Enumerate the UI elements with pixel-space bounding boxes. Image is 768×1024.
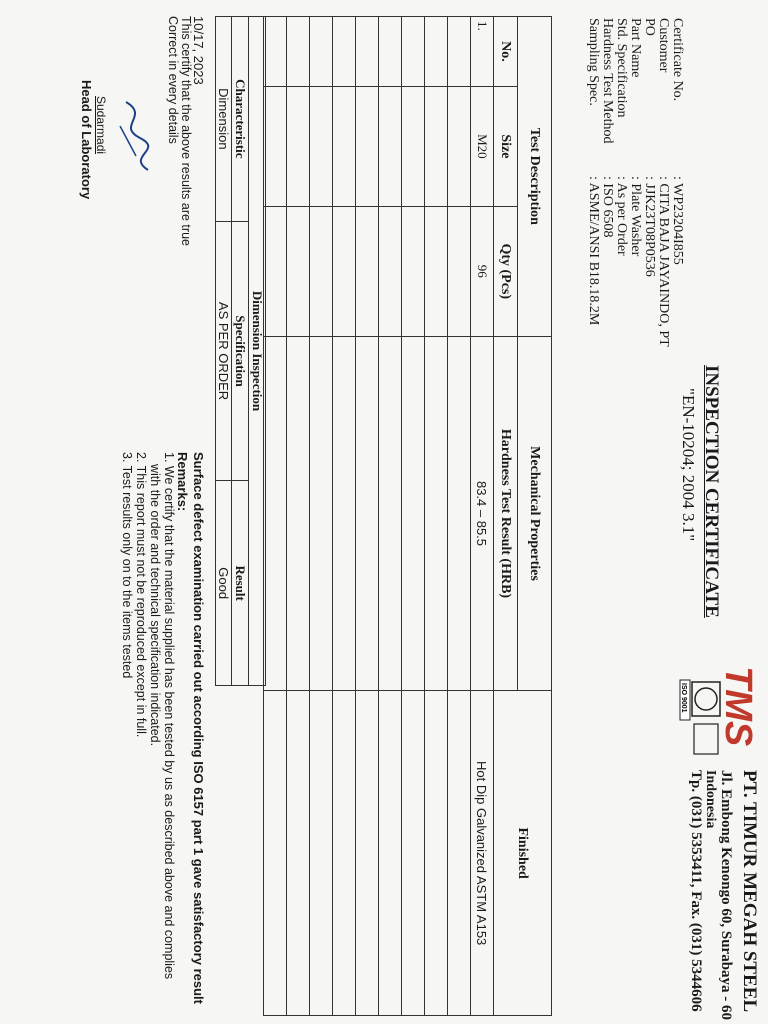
certification-statement: This certify that the above results are true Correct in every details [166, 16, 193, 246]
certificate-title: INSPECTION CERTIFICATE [701, 365, 722, 618]
col-characteristic: Characteristic [232, 17, 249, 222]
signer-name: Sudarmadi [94, 96, 108, 155]
info-row: PO : JJK23T08P0536 [642, 18, 657, 277]
company-logo [678, 664, 760, 764]
col-no: No. [494, 17, 518, 87]
remark-item: with the order and technical specification indicated. [148, 464, 162, 747]
table-row: Dimension AS PER ORDER Good [216, 17, 232, 686]
svg-text:ISO 9001: ISO 9001 [680, 683, 687, 713]
company-country: Indonesia [703, 770, 718, 829]
col-hardness: Hardness Test Result (HRB) [494, 336, 518, 691]
signature-image [112, 96, 156, 176]
col-result: Result [232, 481, 249, 686]
signer-role: Head of Laboratory [79, 80, 94, 200]
table-row [310, 17, 333, 1016]
table-row [264, 17, 287, 1016]
certificate-standard: "EN-10204; 2004 3.1" [679, 388, 698, 542]
company-address: Jl. Embong Kenongo 60, Surabaya - 60 [718, 770, 734, 1021]
dimension-inspection-table [215, 16, 266, 686]
company-phone: Tp. (031) 5353411, Fax. (031) 5344606 [688, 770, 704, 1012]
info-row: Sampling Spec. : ASME/ANSI B18.18.2M [586, 18, 601, 326]
info-row: Std. Specification : As per Order [614, 18, 629, 256]
remarks-list [120, 452, 176, 979]
finished-header: Finished [494, 691, 552, 1016]
col-qty: Qty (Pcs) [494, 206, 518, 336]
remark-item: 2. This report must not be reproduced except in full. [134, 452, 148, 738]
issue-date: 10/17, 2023 [191, 16, 206, 85]
svg-text:TMS: TMS [717, 666, 759, 747]
info-row: Customer : CITA BAJA JAYAINDO, PT [656, 18, 671, 347]
info-row: Hardness Test Method : ISO 6508 [600, 18, 615, 238]
mechanical-properties-header: Mechanical Properties [518, 336, 552, 691]
table-row [448, 17, 471, 1016]
remark-item: 1. We certify that the material supplied has been tested by us as described above and complies [162, 452, 176, 980]
test-description-header: Test Description [518, 17, 552, 337]
surface-defect-note: Surface defect examination carried out according ISO 6157 part 1 gave satisfactory result [191, 452, 206, 1004]
company-name: PT. TIMUR MEGAH STEEL [739, 770, 760, 1013]
col-specification: Specification [232, 221, 249, 481]
remarks-heading: Remarks: [175, 452, 190, 512]
table-row [333, 17, 356, 1016]
test-results-table [263, 16, 552, 1016]
table-row [425, 17, 448, 1016]
table-row [379, 17, 402, 1016]
table-row [402, 17, 425, 1016]
table-row [356, 17, 379, 1016]
remark-item: 3. Test results only on to the items tested [120, 452, 134, 679]
table-row: 1. M20 96 83.4 – 85.5 Hot Dip Galvanized ASTM A153 [471, 17, 494, 1016]
table-row [287, 17, 310, 1016]
info-row: Part Name : Plate Washer [628, 18, 643, 257]
col-size: Size [494, 86, 518, 206]
certificate-info [586, 18, 684, 347]
dimension-inspection-title: Dimension Inspection [249, 17, 266, 686]
info-row: Certificate No. : WP23204I855 [670, 18, 685, 265]
